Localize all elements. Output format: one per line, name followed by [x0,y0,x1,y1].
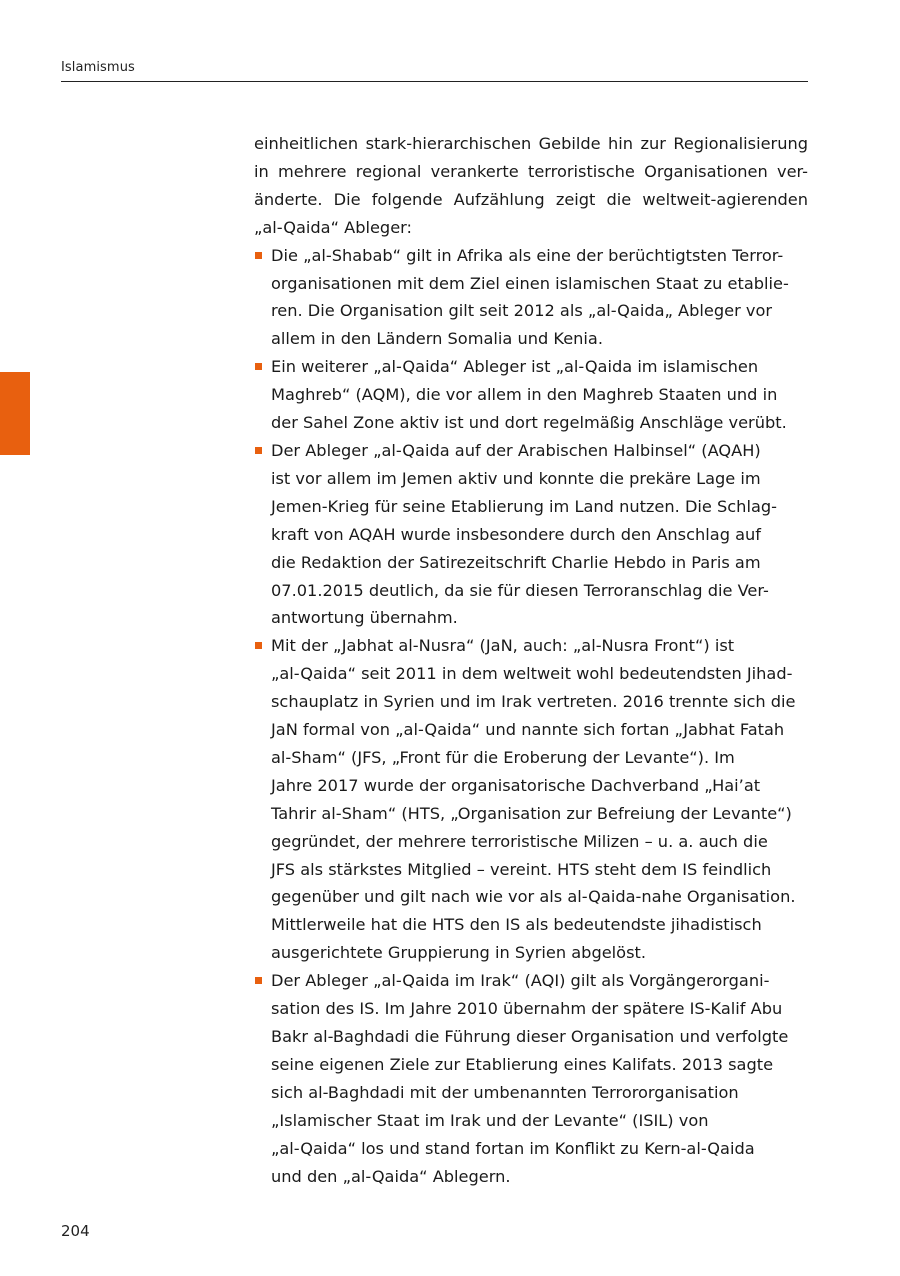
running-head-title: Islamismus [61,60,135,75]
list-item-line: antwortung übernahm. [271,608,458,628]
intro-line: in mehrere regional verankerte terroristische Organisationen ver- [254,161,808,181]
list-item-line: kraft von AQAH wurde insbesondere durch den Anschlag auf [271,524,761,544]
list-item [254,242,808,354]
list-item-line: sation des IS. Im Jahre 2010 übernahm der spätere IS-Kalif Abu [271,999,783,1019]
intro-line: einheitlichen stark-hierarchischen Gebilde hin zur Regionalisierung [254,134,808,153]
intro-line: „al-Qaida“ Ableger: [254,217,412,237]
list-item [254,353,808,437]
list-item-line: seine eigenen Ziele zur Etablierung eines Kalifats. 2013 sagte [271,1054,774,1074]
list-item-line: Maghreb“ (AQM), die vor allem in den Maghreb Staaten und in [271,385,778,405]
list-item-line: die Redaktion der Satirezeitschrift Charlie Hebdo in Paris am [271,552,761,572]
list-item [254,967,808,1190]
square-bullet-icon [255,363,262,370]
list-item-line: der Sahel Zone aktiv ist und dort regelmäßig Anschläge verübt. [271,413,787,433]
list-item-line: ist vor allem im Jemen aktiv und konnte die prekäre Lage im [271,468,761,488]
square-bullet-icon [255,447,262,454]
list-item-line: Der Ableger „al-Qaida auf der Arabischen Halbinsel“ (AQAH) [271,440,761,460]
list-item-line: ausgerichtete Gruppierung in Syrien abgelöst. [271,943,647,963]
list-item [254,632,808,967]
list-item-line: schauplatz in Syrien und im Irak vertreten. 2016 trennte sich die [271,692,796,712]
list-item-line: „Islamischer Staat im Irak und der Levante“ (ISIL) von [271,1110,709,1130]
chapter-tab-marker [0,372,30,455]
list-item-line: Ein weiterer „al-Qaida“ Ableger ist „al-Qaida im islamischen [271,357,759,377]
intro-line: änderte. Die folgende Aufzählung zeigt die weltweit-agierenden [254,189,808,209]
list-item-line: Der Ableger „al-Qaida im Irak“ (AQI) gilt als Vorgängerorgani- [271,971,770,991]
list-item-line: „al-Qaida“ seit 2011 in dem weltweit wohl bedeutendsten Jihad- [271,664,793,684]
list-item-line: gegenüber und gilt nach wie vor als al-Qaida-nahe Organisation. [271,887,796,907]
list-item-line: Bakr al-Baghdadi die Führung dieser Organisation und verfolgte [271,1027,789,1046]
list-item-line: JFS als stärkstes Mitglied – vereint. HTS steht dem IS feindlich [271,859,772,879]
list-item-line: Tahrir al-Sham“ (HTS, „Organisation zur Befreiung der Levante“) [271,803,792,823]
list-item-line: allem in den Ländern Somalia und Kenia. [271,329,603,349]
list-item-line: Mit der „Jabhat al-Nusra“ (JaN, auch: „al-Nusra Front“) ist [271,636,735,656]
intro-paragraph [254,130,808,242]
list-item-line: Die „al-Shabab“ gilt in Afrika als eine der berüchtigtsten Terror- [271,245,784,265]
square-bullet-icon [255,252,262,259]
ableger-list [254,242,808,1191]
square-bullet-icon [255,642,262,649]
list-item-line: „al-Qaida“ los und stand fortan im Konflikt zu Kern-al-Qaida [271,1138,755,1158]
list-item [254,437,808,632]
list-item-line: JaN formal von „al-Qaida“ und nannte sich fortan „Jabhat Fatah [271,720,785,740]
page-number: 204 [61,1222,90,1240]
list-item-line: Jahre 2017 wurde der organisatorische Dachverband „Hai’at [271,775,761,795]
list-item-line: gegründet, der mehrere terroristische Milizen – u. a. auch die [271,831,768,851]
list-item-line: organisationen mit dem Ziel einen islamischen Staat zu etablie- [271,273,789,293]
list-item-line: ren. Die Organisation gilt seit 2012 als „al-Qaida„ Ableger vor [271,301,773,321]
list-item-line: und den „al-Qaida“ Ablegern. [271,1166,511,1186]
list-item-line: sich al-Baghdadi mit der umbenannten Terrororganisation [271,1082,739,1102]
main-text-column [254,130,808,1190]
square-bullet-icon [255,977,262,984]
list-item-line: Mittlerweile hat die HTS den IS als bedeutendste jihadistisch [271,915,762,935]
list-item-line: Jemen-Krieg für seine Etablierung im Land nutzen. Die Schlag- [271,496,777,516]
list-item-line: 07.01.2015 deutlich, da sie für diesen Terroranschlag die Ver- [271,580,769,600]
list-item-line: al-Sham“ (JFS, „Front für die Eroberung der Levante“). Im [271,747,735,767]
header-rule [61,81,808,82]
